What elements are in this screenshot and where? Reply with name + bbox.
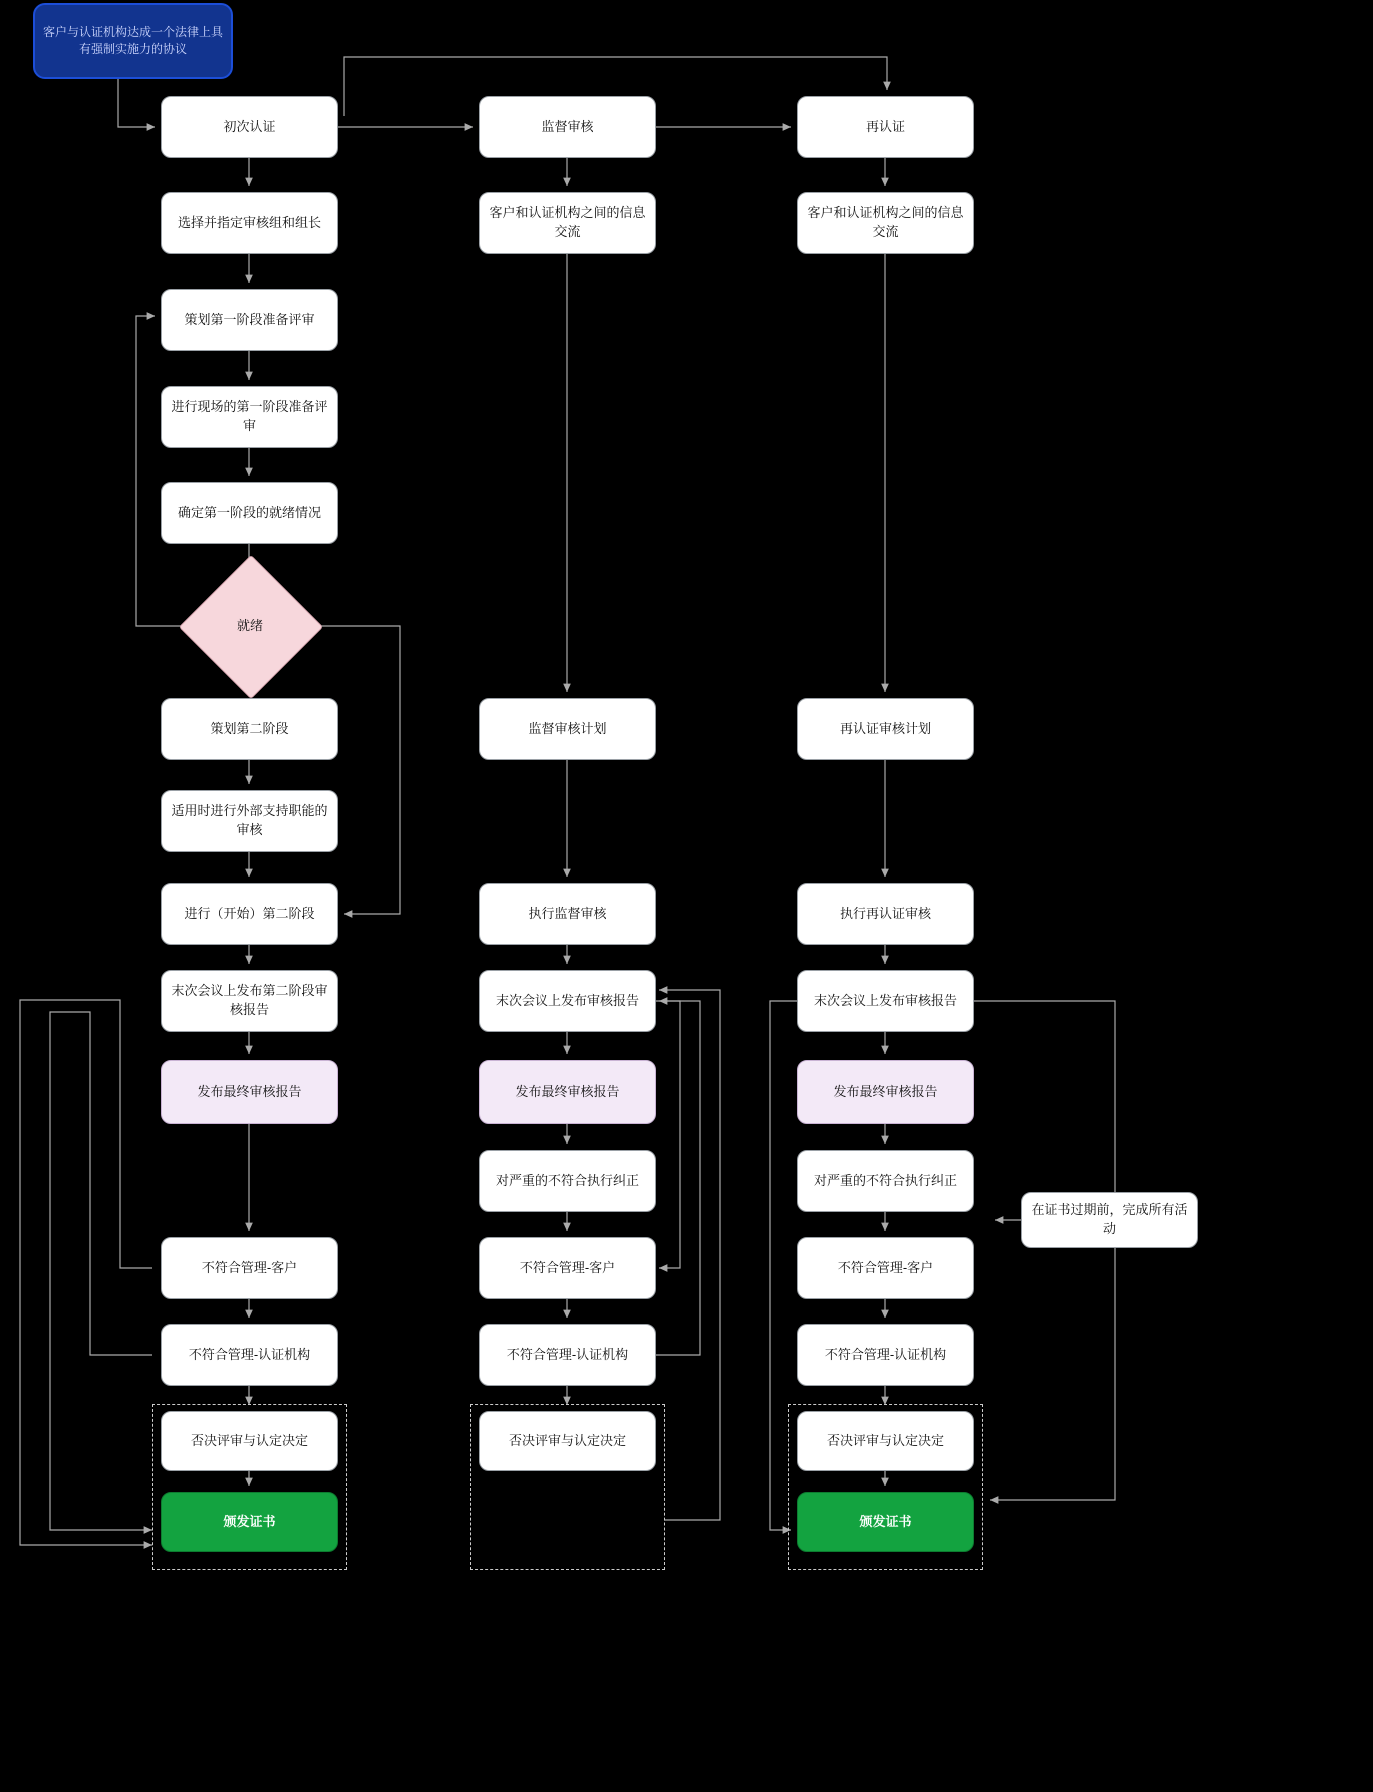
node-label: 不符合管理-认证机构: [824, 1346, 947, 1362]
node-label: 进行（开始）第二阶段: [184, 905, 315, 921]
node-agreement[interactable]: [33, 3, 233, 79]
node-nc-management-cb-initial[interactable]: [161, 1324, 338, 1386]
node-readiness-decision[interactable]: [200, 576, 300, 676]
node-recertification[interactable]: [797, 96, 974, 158]
node-label: 在证书过期前，完成所有活动: [1031, 1202, 1188, 1236]
node-label: 不符合管理-客户: [837, 1259, 934, 1275]
node-label: 就绪: [236, 617, 263, 633]
node-complete-before-expiry[interactable]: [1021, 1192, 1198, 1248]
node-label: 不符合管理-客户: [201, 1259, 298, 1275]
node-label: 不符合管理-认证机构: [506, 1346, 629, 1362]
node-correct-major-nc-recert[interactable]: [797, 1150, 974, 1212]
node-label: 策划第一阶段准备评审: [184, 311, 315, 327]
node-decision-review-initial[interactable]: [161, 1411, 338, 1471]
node-label: 再认证审核计划: [839, 720, 931, 736]
node-label: 监督审核: [541, 118, 594, 134]
node-issue-certificate-recert[interactable]: [797, 1492, 974, 1552]
node-issue-certificate-initial[interactable]: [161, 1492, 338, 1552]
node-surveillance-plan[interactable]: [479, 698, 656, 760]
node-closing-meeting-stage2[interactable]: [161, 970, 338, 1032]
node-external-support-audit[interactable]: [161, 790, 338, 852]
node-label: 末次会议上发布第二阶段审核报告: [171, 983, 328, 1017]
node-label: 否决评审与认定决定: [508, 1432, 626, 1448]
node-conduct-surveillance[interactable]: [479, 883, 656, 945]
node-label: 客户和认证机构之间的信息交流: [807, 205, 964, 239]
node-confirm-stage1-readiness[interactable]: [161, 482, 338, 544]
node-initial-certification[interactable]: [161, 96, 338, 158]
node-label: 发布最终审核报告: [197, 1083, 302, 1099]
node-label: 确定第一阶段的就绪情况: [177, 504, 321, 520]
node-label: 发布最终审核报告: [833, 1083, 938, 1099]
node-closing-meeting-surveillance[interactable]: [479, 970, 656, 1032]
node-label: 发布最终审核报告: [515, 1083, 620, 1099]
node-closing-meeting-recert[interactable]: [797, 970, 974, 1032]
node-label: 客户和认证机构之间的信息交流: [489, 205, 646, 239]
node-label: 再认证: [865, 118, 905, 134]
node-final-report-initial[interactable]: [161, 1060, 338, 1124]
node-label: 策划第二阶段: [210, 720, 289, 736]
node-label: 不符合管理-客户: [519, 1259, 616, 1275]
node-final-report-recert[interactable]: [797, 1060, 974, 1124]
node-nc-management-cb-recert[interactable]: [797, 1324, 974, 1386]
node-nc-management-cb-surveillance[interactable]: [479, 1324, 656, 1386]
node-recert-plan[interactable]: [797, 698, 974, 760]
node-label: 对严重的不符合执行纠正: [495, 1172, 639, 1188]
node-info-exchange-surveillance[interactable]: [479, 192, 656, 254]
node-label: 选择并指定审核组和组长: [177, 214, 321, 230]
node-decision-review-surveillance[interactable]: [479, 1411, 656, 1471]
node-label: 否决评审与认定决定: [826, 1432, 944, 1448]
node-plan-stage1[interactable]: [161, 289, 338, 351]
node-plan-stage2[interactable]: [161, 698, 338, 760]
node-label: 执行监督审核: [528, 905, 607, 921]
node-label: 执行再认证审核: [839, 905, 931, 921]
node-label: 适用时进行外部支持职能的审核: [171, 803, 328, 837]
node-label: 否决评审与认定决定: [190, 1432, 308, 1448]
node-final-report-surveillance[interactable]: [479, 1060, 656, 1124]
node-label: 客户与认证机构达成一个法律上具有强制实施力的协议: [43, 24, 224, 56]
node-label: 监督审核计划: [528, 720, 607, 736]
node-label: 不符合管理-认证机构: [188, 1346, 311, 1362]
node-label: 颁发证书: [223, 1513, 276, 1529]
node-nc-management-client-surveillance[interactable]: [479, 1237, 656, 1299]
node-nc-management-client-initial[interactable]: [161, 1237, 338, 1299]
node-decision-review-recert[interactable]: [797, 1411, 974, 1471]
node-label: 末次会议上发布审核报告: [813, 992, 957, 1008]
node-nc-management-client-recert[interactable]: [797, 1237, 974, 1299]
node-conduct-recert[interactable]: [797, 883, 974, 945]
node-correct-major-nc-surveillance[interactable]: [479, 1150, 656, 1212]
node-label: 颁发证书: [859, 1513, 912, 1529]
node-onsite-stage1[interactable]: [161, 386, 338, 448]
node-label: 对严重的不符合执行纠正: [813, 1172, 957, 1188]
node-label: 初次认证: [223, 118, 276, 134]
node-label: 末次会议上发布审核报告: [495, 992, 639, 1008]
node-conduct-stage2[interactable]: [161, 883, 338, 945]
node-select-audit-team[interactable]: [161, 192, 338, 254]
node-label: 进行现场的第一阶段准备评审: [171, 399, 328, 433]
node-surveillance-audit[interactable]: [479, 96, 656, 158]
node-info-exchange-recert[interactable]: [797, 192, 974, 254]
